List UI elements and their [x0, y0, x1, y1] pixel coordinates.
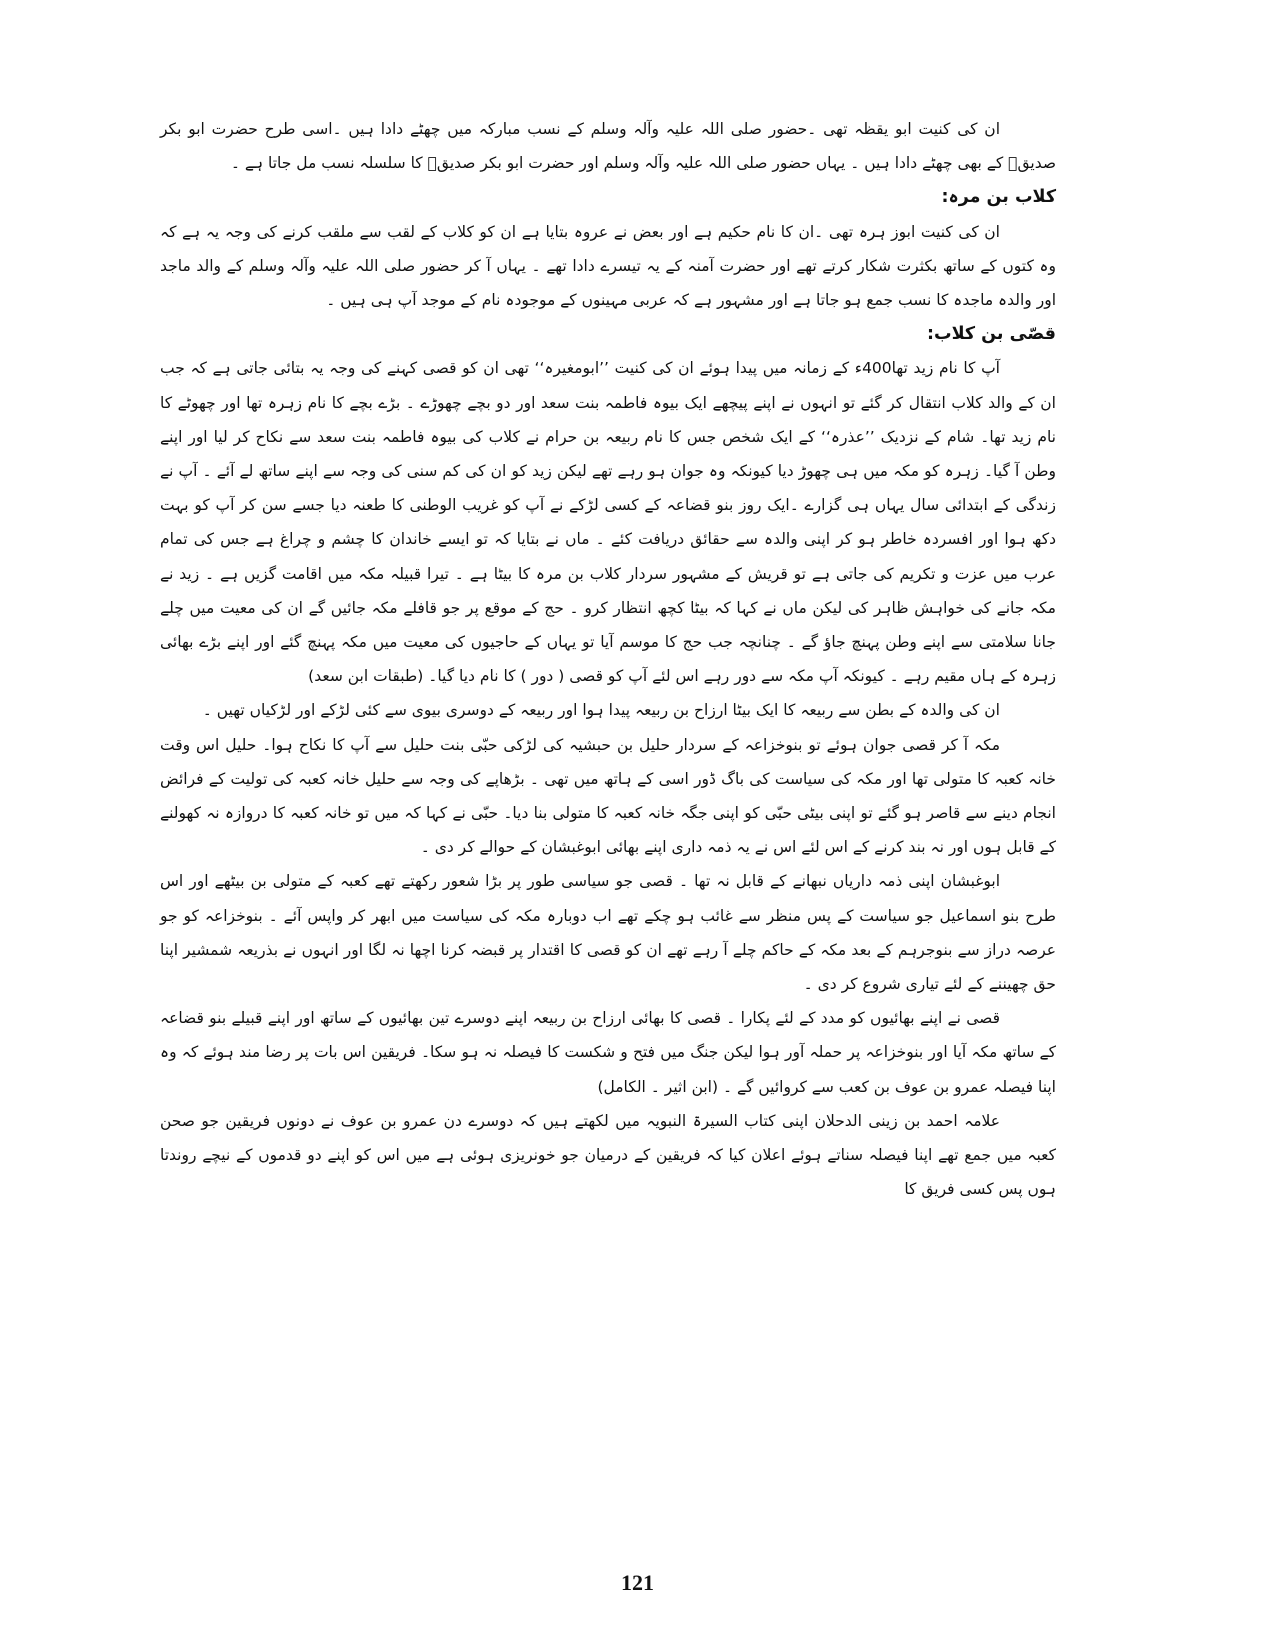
paragraph: ان کی والدہ کے بطن سے ربیعہ کا ایک بیٹا ارزاح بن ربیعہ پیدا ہوا اور ربیعہ کے دوسری بیوی سے کئی لڑکے اور لڑکیاں تھیں ۔ — [202, 701, 1000, 720]
paragraph: آپ کا نام زید تھا400ء کے زمانہ میں پیدا ہوئے ان کی کنیت ’’ابومغیرہ‘‘ تھی ان کو قصی کہنے کی وجہ یہ بتائی جاتی ہے کہ جب ان کے والد کلاب انتقال کر گئے تو انہوں نے اپنے پیچھے ایک بیوہ فاطمہ بنت سعد اور دو بچے چھوڑے ۔ بڑے بچے کا نام زہرہ تھا اور چھوٹے کا نام زید تھا۔ شام کے نزدیک ’’عذرہ‘‘ کے ایک شخص جس کا نام ربیعہ بن حرام نے کلاب کی بیوہ فاطمہ بنت سعد سے نکاح کر لیا اور اپنے وطن آ گیا۔ زہرہ کو مکہ میں ہی چھوڑ دیا کیونکہ وہ جوان ہو رہے تھے لیکن زید کو ان کی کم سنی کی وجہ سے اپنے ساتھ لے آئے ۔ آپ نے زندگی کے ابتدائی سال یہاں ہی گزارے ۔ایک روز بنو قضاعہ کے کسی لڑکے نے آپ کو غریب الوطنی کا طعنہ دیا جسے سن کر آپ کو بہت دکھ ہوا اور افسردہ خاطر ہو کر اپنی والدہ سے حقائق دریافت کئے ۔ ماں نے بتایا کہ تو ایسے خاندان کا چشم و چراغ ہے جس کی تمام عرب میں عزت و تکریم کی جاتی ہے تو قریش کے مشہور سردار کلاب بن مرہ کا بیٹا ہے ۔ تیرا قبیلہ مکہ میں اقامت گزیں ہے ۔ زید نے مکہ جانے کی خواہش ظاہر کی لیکن ماں نے کہا کہ بیٹا کچھ انتظار کرو ۔ حج کے موقع پر جو قافلے مکہ جائیں گے ان کی معیت میں چلے جانا سلامتی سے اپنے وطن پہنچ جاؤ گے ۔ چنانچہ جب حج کا موسم آیا تو یہاں کے حاجیوں کی معیت میں مکہ پہنچ گئے اور اپنے بڑے بھائی زہرہ کے ہاں مقیم رہے ۔ کیونکہ آپ مکہ سے دور رہے اس لئے آپ کو قصی ( دور ) کا نام دیا گیا۔ (طبقات ابن سعد) — [160, 359, 1056, 686]
paragraph: ان کی کنیت ابوز ہرہ تھی ۔ان کا نام حکیم ہے اور بعض نے عروہ بتایا ہے ان کو کلاب کے لقب سے ملقب کرنے کی وجہ یہ ہے کہ وہ کتوں کے ساتھ بکثرت شکار کرتے تھے اور حضرت آمنہ کے یہ تیسرے دادا تھے ۔ یہاں آ کر حضور صلی اللہ علیہ وآلہ وسلم کے والد ماجد اور والدہ ماجدہ کا نسب جمع ہو جاتا ہے اور مشہور ہے کہ عربی مہینوں کے موجودہ نام کے موجد آپ ہی ہیں ۔ — [160, 222, 1056, 310]
paragraph: قصی نے اپنے بھائیوں کو مدد کے لئے پکارا ۔ قصی کا بھائی ارزاح بن ربیعہ اپنے دوسرے تین بھائیوں کے ساتھ اور اپنے قبیلے بنو قضاعہ کے ساتھ مکہ آیا اور بنوخزاعہ پر حملہ آور ہوا لیکن جنگ میں فتح و شکست کا فیصلہ نہ ہو سکا۔ فریقین اس بات پر رضا مند ہوئے کہ وہ اپنا فیصلہ عمرو بن عوف بن کعب سے کروائیں گے ۔ (ابن اثیر ۔ الکامل) — [160, 1009, 1056, 1096]
section-heading: قصّی بن کلاب: — [927, 324, 1056, 345]
paragraph: مکہ آ کر قصی جوان ہوئے تو بنوخزاعہ کے سردار حلیل بن حبشیہ کی لڑکی حبّی بنت حلیل سے آپ کا نکاح ہوا۔ حلیل اس وقت خانہ کعبہ کا متولی تھا اور مکہ کی سیاست کی باگ ڈور اسی کے ہاتھ میں تھی ۔ بڑھاپے کی وجہ سے حلیل خانہ کعبہ کی تولیت کے فرائض انجام دینے سے قاصر ہو گئے تو اپنی بیٹی حبّی کو اپنی جگہ خانہ کعبہ کا متولی بنا دیا۔ حبّی نے کہا کہ میں تو خانہ کعبہ کا دروازہ نہ کھولنے کے قابل ہوں اور نہ بند کرنے کے اس لئے اس نے یہ ذمہ داری اپنے بھائی ابوغبشان کے حوالے کر دی ۔ — [160, 735, 1056, 857]
paragraph: علامہ احمد بن زینی الدحلان اپنی کتاب السیرۃ النبویہ میں لکھتے ہیں کہ دوسرے دن عمرو بن عوف نے دونوں فریقین جو صحن کعبہ میں جمع تھے اپنا فیصلہ سناتے ہوئے اعلان کیا کہ فریقین کے درمیان جو خونریزی ہوئی ہے میں اس کو اپنے دو قدموں کے نیچے روندتا ہوں پس کسی فریق کا — [160, 1111, 1056, 1199]
page-body — [160, 112, 1056, 1207]
section-heading: کلاب بن مرہ: — [941, 187, 1056, 208]
page-number: 121 — [621, 1570, 654, 1595]
paragraph: ان کی کنیت ابو یقظہ تھی ۔حضور صلی اللہ علیہ وآلہ وسلم کے نسب مبارکہ میں چھٹے دادا ہیں ۔اسی طرح حضرت ابو بکر صدیقؓ کے بھی چھٹے دادا ہیں ۔ یہاں حضور صلی اللہ علیہ وآلہ وسلم اور حضرت ابو بکر صدیقؓ کا سلسلہ نسب مل جاتا ہے ۔ — [160, 120, 1056, 173]
paragraph: ابوغبشان اپنی ذمہ داریاں نبھانے کے قابل نہ تھا ۔ قصی جو سیاسی طور پر بڑا شعور رکھتے تھے کعبہ کے متولی بن بیٹھے اور اس طرح بنو اسماعیل جو سیاست کے پس منظر سے غائب ہو چکے تھے اب دوبارہ مکہ کی سیاست میں ابھر کر واپس آئے ۔ بنوخزاعہ کو جو عرصہ دراز سے بنوجرہم کے بعد مکہ کے حاکم چلے آ رہے تھے ان کو قصی کا اقتدار پر قبضہ کرنا اچھا نہ لگا اور انہوں نے بذریعہ شمشیر اپنا حق چھیننے کے لئے تیاری شروع کر دی ۔ — [160, 872, 1056, 994]
